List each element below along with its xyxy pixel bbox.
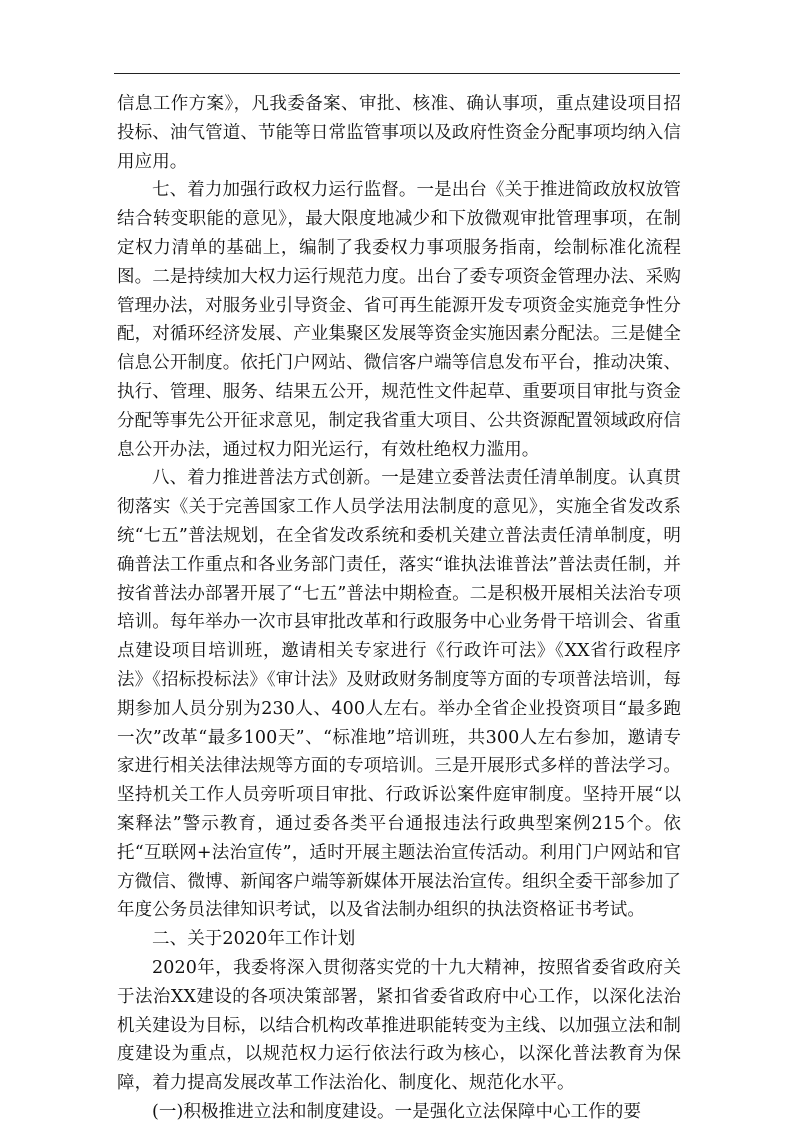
document-body <box>117 90 681 1127</box>
paragraph: 信息工作方案》，凡我委备案、审批、核准、确认事项，重点建设项目招投标、油气管道、节能等日常监管事项以及政府性资金分配事项均纳入信用应用。 <box>117 94 681 172</box>
paragraph: 2020年，我委将深入贯彻落实党的十九大精神，按照省委省政府关于法治XX建设的各项决策部署，紧扣省委省政府中心工作，以深化法治机关建设为目标，以结合机构改革推进职能转变为主线、以加强立法和制度建设为重点，以规范权力运行依法行政为核心，以深化普法教育为保障，着力提高发展改革工作法治化、制度化、规范化水平。 <box>117 957 681 1094</box>
paragraph: (一)积极推进立法和制度建设。一是强化立法保障中心工作的要 <box>152 1101 642 1122</box>
header-rule <box>114 73 680 74</box>
section-heading: 二、关于2020年工作计划 <box>152 929 356 950</box>
paragraph: 七、着力加强行政权力运行监督。一是出台《关于推进简政放权放管结合转变职能的意见》，最大限度地减少和下放微观审批管理事项，在制定权力清单的基础上，编制了我委权力事项服务指南，绘制标准化流程图。二是持续加大权力运行规范力度。出台了委专项资金管理办法、采购管理办法，对服务业引导资金、省可再生能源开发专项资金实施竞争性分配，对循环经济发展、产业集聚区发展等资金实施因素分配法。三是健全信息公开制度。依托门户网站、微信客户端等信息发布平台，推动决策、执行、管理、服务、结果五公开，规范性文件起草、重要项目审批与资金分配等事先公开征求意见，制定我省重大项目、公共资源配置领域政府信息公开办法，通过权力阳光运行，有效杜绝权力滥用。 <box>117 180 681 460</box>
paragraph: 八、着力推进普法方式创新。一是建立委普法责任清单制度。认真贯彻落实《关于完善国家工作人员学法用法制度的意见》，实施全省发改系统“七五”普法规划，在全省发改系统和委机关建立普法责任清单制度，明确普法工作重点和各业务部门责任，落实“谁执法谁普法”普法责任制，并按省普法办部署开展了“七五”普法中期检查。二是积极开展相关法治专项培训。每年举办一次市县审批改革和行政服务中心业务骨干培训会、省重点建设项目培训班，邀请相关专家进行《行政许可法》《XX省行政程序法》《招标投标法》《审计法》及财政财务制度等方面的专项普法培训，每期参加人员分别为230人、400人左右。举办全省企业投资项目“最多跑一次”改革“最多100天”、“标准地”培训班，共300人左右参加，邀请专家进行相关法律法规等方面的专项培训。三是开展形式多样的普法学习。坚持机关工作人员旁听项目审批、行政诉讼案件庭审制度。坚持开展“以案释法”警示教育，通过委各类平台通报违法行政典型案例215个。依托“互联网+法治宣传”，适时开展主题法治宣传活动。利用门户网站和官方微信、微博、新闻客户端等新媒体开展法治宣传。组织全委干部参加了年度公务员法律知识考试，以及省法制办组织的执法资格证书考试。 <box>117 468 681 921</box>
